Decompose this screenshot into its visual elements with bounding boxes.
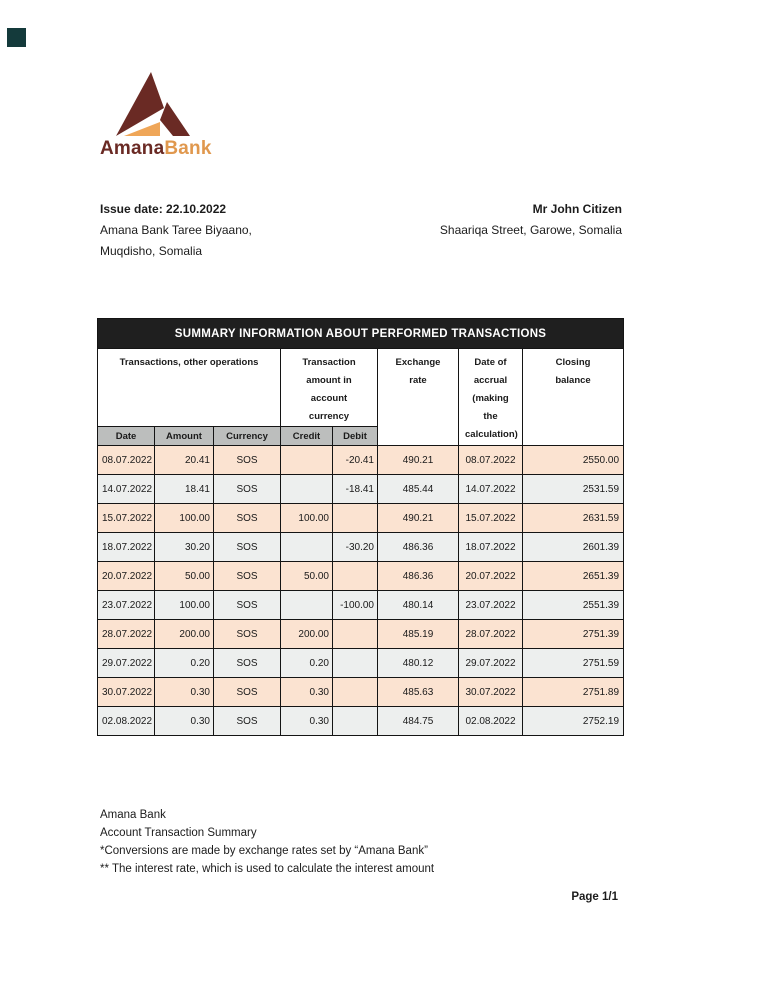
table-cell <box>281 533 333 562</box>
table-cell: 30.20 <box>155 533 214 562</box>
logo-text-amana: Amana <box>100 138 165 159</box>
col-group-transactions: Transactions, other operations <box>98 349 281 427</box>
sender-block <box>100 199 252 262</box>
table-cell: 200.00 <box>155 620 214 649</box>
table-cell: 480.14 <box>378 591 459 620</box>
table-cell: 486.36 <box>378 562 459 591</box>
table-cell: 484.75 <box>378 707 459 736</box>
table-cell: 15.07.2022 <box>98 504 155 533</box>
table-cell: 0.20 <box>281 649 333 678</box>
table-cell: -18.41 <box>333 475 378 504</box>
table-cell: 30.07.2022 <box>459 678 523 707</box>
table-cell <box>333 620 378 649</box>
col-header-credit: Credit <box>281 427 333 446</box>
table-cell: 15.07.2022 <box>459 504 523 533</box>
corner-mark <box>7 28 26 47</box>
footer-note-interest: ** The interest rate, which is used to calculate the interest amount <box>100 863 435 875</box>
table-cell <box>333 649 378 678</box>
issue-date: Issue date: 22.10.2022 <box>100 202 227 216</box>
table-cell: 0.30 <box>281 707 333 736</box>
table-cell: 0.30 <box>155 678 214 707</box>
table-cell: 200.00 <box>281 620 333 649</box>
table-row <box>98 649 624 678</box>
table-cell: 2752.19 <box>523 707 624 736</box>
table-row <box>98 533 624 562</box>
table-cell: 20.07.2022 <box>459 562 523 591</box>
table-cell <box>333 562 378 591</box>
table-cell: 14.07.2022 <box>98 475 155 504</box>
page-number: Page 1/1 <box>571 891 618 903</box>
table-cell: SOS <box>214 504 281 533</box>
table-cell: 30.07.2022 <box>98 678 155 707</box>
table-cell: 100.00 <box>155 504 214 533</box>
col-header-date: Date <box>98 427 155 446</box>
logo-text-bank: Bank <box>164 138 212 159</box>
table-cell <box>333 678 378 707</box>
table-cell: 08.07.2022 <box>98 446 155 475</box>
table-title: SUMMARY INFORMATION ABOUT PERFORMED TRANSACTIONS <box>98 319 624 349</box>
table-cell: 480.12 <box>378 649 459 678</box>
table-cell <box>281 446 333 475</box>
table-cell: 485.44 <box>378 475 459 504</box>
table-cell: 0.30 <box>155 707 214 736</box>
col-header-currency: Currency <box>214 427 281 446</box>
table-cell: 20.41 <box>155 446 214 475</box>
table-cell: SOS <box>214 562 281 591</box>
table-cell: 2751.89 <box>523 678 624 707</box>
footer-doc-title: Account Transaction Summary <box>100 827 257 839</box>
table-cell: 490.21 <box>378 446 459 475</box>
table-cell: 2550.00 <box>523 446 624 475</box>
table-cell: 486.36 <box>378 533 459 562</box>
table-row <box>98 562 624 591</box>
table-cell: 2631.59 <box>523 504 624 533</box>
table-cell <box>281 475 333 504</box>
table-cell: 28.07.2022 <box>98 620 155 649</box>
table-cell: 0.20 <box>155 649 214 678</box>
table-cell: -20.41 <box>333 446 378 475</box>
table-cell: SOS <box>214 707 281 736</box>
table-cell: 28.07.2022 <box>459 620 523 649</box>
table-cell: 23.07.2022 <box>459 591 523 620</box>
table-cell <box>333 707 378 736</box>
table-row <box>98 475 624 504</box>
table-cell: 14.07.2022 <box>459 475 523 504</box>
col-header-debit: Debit <box>333 427 378 446</box>
col-header-accrual-date: Date of accrual (making the calculation) <box>459 349 523 446</box>
table-row <box>98 591 624 620</box>
table-cell: 485.63 <box>378 678 459 707</box>
table-cell: 50.00 <box>281 562 333 591</box>
table-row <box>98 707 624 736</box>
col-header-closing-balance: Closing balance <box>523 349 624 446</box>
table-cell <box>281 591 333 620</box>
table-cell: 02.08.2022 <box>459 707 523 736</box>
footer-note-conversions: *Conversions are made by exchange rates set by “Amana Bank” <box>100 845 428 857</box>
table-cell: 23.07.2022 <box>98 591 155 620</box>
table-row <box>98 446 624 475</box>
table-cell: -30.20 <box>333 533 378 562</box>
transactions-body <box>98 446 624 736</box>
table-cell: 100.00 <box>155 591 214 620</box>
table-cell: SOS <box>214 591 281 620</box>
bank-logo-icon <box>116 72 192 138</box>
table-row <box>98 620 624 649</box>
table-cell: 20.07.2022 <box>98 562 155 591</box>
recipient-block <box>440 199 622 241</box>
table-cell: SOS <box>214 678 281 707</box>
recipient-address: Shaariqa Street, Garowe, Somalia <box>439 223 622 237</box>
table-cell: 485.19 <box>378 620 459 649</box>
table-cell: -100.00 <box>333 591 378 620</box>
recipient-name: Mr John Citizen <box>532 202 622 216</box>
table-cell: 29.07.2022 <box>98 649 155 678</box>
bank-logo-text <box>100 138 212 160</box>
transactions-table <box>97 318 624 736</box>
table-cell: 50.00 <box>155 562 214 591</box>
table-cell: 02.08.2022 <box>98 707 155 736</box>
table-cell: 490.21 <box>378 504 459 533</box>
table-cell: 29.07.2022 <box>459 649 523 678</box>
sender-address-line2: Muqdisho, Somalia <box>100 244 203 258</box>
table-cell: 0.30 <box>281 678 333 707</box>
table-cell: 18.07.2022 <box>459 533 523 562</box>
table-cell: 2651.39 <box>523 562 624 591</box>
table-cell: SOS <box>214 446 281 475</box>
table-cell: 2531.59 <box>523 475 624 504</box>
table-cell: 2751.59 <box>523 649 624 678</box>
table-cell: 2551.39 <box>523 591 624 620</box>
table-cell: 18.41 <box>155 475 214 504</box>
col-header-exchange-rate: Exchange rate <box>378 349 459 446</box>
table-cell: 2751.39 <box>523 620 624 649</box>
footer-bank-name: Amana Bank <box>100 809 166 821</box>
table-row <box>98 678 624 707</box>
footer-notes <box>100 806 434 878</box>
table-row <box>98 504 624 533</box>
table-cell: 2601.39 <box>523 533 624 562</box>
table-cell: 18.07.2022 <box>98 533 155 562</box>
table-cell: SOS <box>214 533 281 562</box>
table-cell: 08.07.2022 <box>459 446 523 475</box>
sender-address-line1: Amana Bank Taree Biyaano, <box>100 223 252 237</box>
table-cell: 100.00 <box>281 504 333 533</box>
table-cell: SOS <box>214 620 281 649</box>
col-header-amount: Amount <box>155 427 214 446</box>
col-group-amount: Transaction amount in account currency <box>281 349 378 427</box>
table-cell <box>333 504 378 533</box>
table-cell: SOS <box>214 649 281 678</box>
table-cell: SOS <box>214 475 281 504</box>
